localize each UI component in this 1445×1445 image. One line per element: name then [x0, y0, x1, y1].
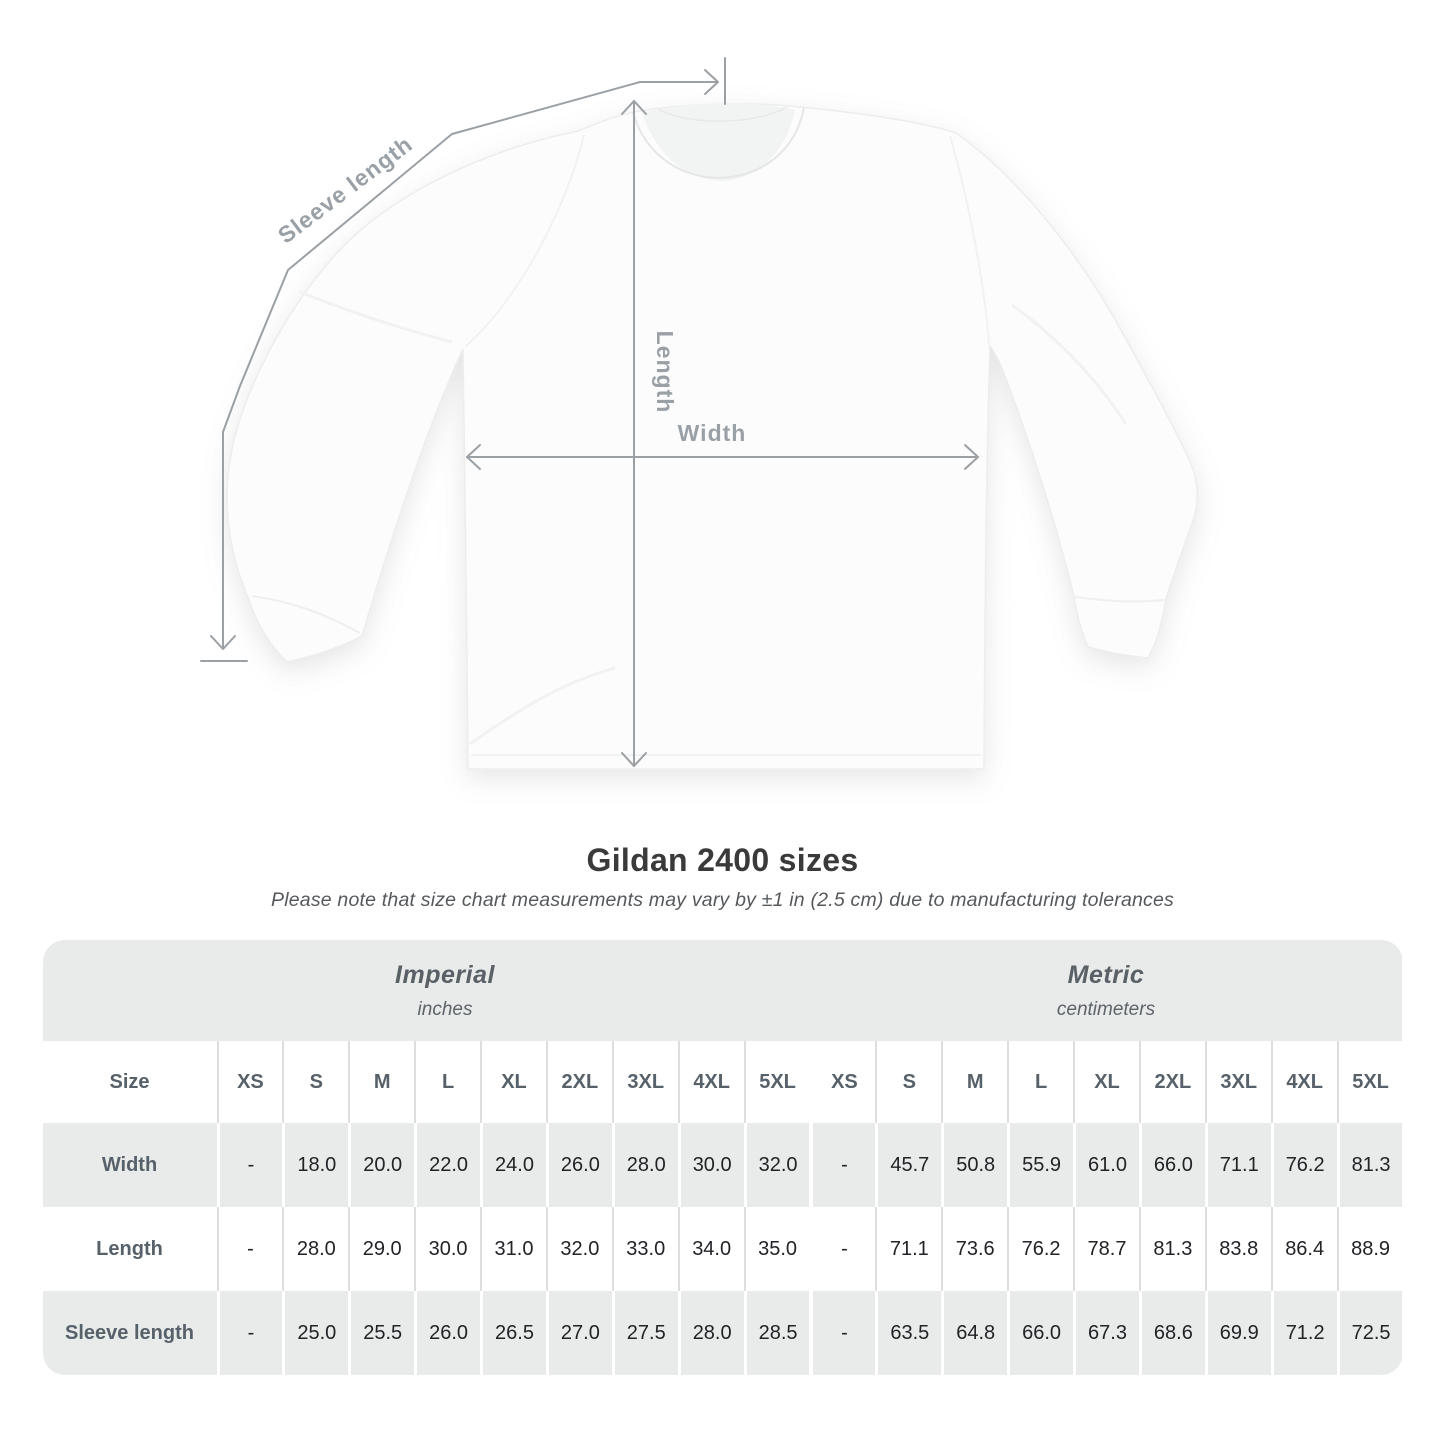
- size-col-header-imperial: L: [414, 1041, 480, 1123]
- value-cell: -: [809, 1123, 875, 1207]
- value-cell: 31.0: [480, 1207, 546, 1291]
- size-col-header-metric: 5XL: [1337, 1041, 1403, 1123]
- size-table: [43, 940, 1403, 1375]
- value-cell: 69.9: [1205, 1291, 1271, 1375]
- value-cell: 27.0: [546, 1291, 612, 1375]
- value-cell: 24.0: [480, 1123, 546, 1207]
- metric-title: Metric: [1067, 960, 1145, 989]
- value-cell: 68.6: [1139, 1291, 1205, 1375]
- value-cell: 20.0: [348, 1123, 414, 1207]
- size-col-header-metric: 2XL: [1139, 1041, 1205, 1123]
- value-cell: 81.3: [1337, 1123, 1403, 1207]
- value-cell: 30.0: [678, 1123, 744, 1207]
- size-col-header-imperial: XL: [480, 1041, 546, 1123]
- value-cell: 61.0: [1073, 1123, 1139, 1207]
- value-cell: 72.5: [1337, 1291, 1403, 1375]
- value-cell: -: [809, 1291, 875, 1375]
- length-label: Length: [652, 330, 678, 414]
- value-cell: -: [217, 1123, 283, 1207]
- value-cell: 66.0: [1007, 1291, 1073, 1375]
- value-cell: 35.0: [744, 1207, 810, 1291]
- value-cell: 63.5: [875, 1291, 941, 1375]
- size-col-header-metric: 3XL: [1205, 1041, 1271, 1123]
- value-cell: 88.9: [1337, 1207, 1403, 1291]
- size-col-header-metric: 4XL: [1271, 1041, 1337, 1123]
- metric-section-header: [809, 940, 1402, 1041]
- row-label: Sleeve length: [43, 1291, 217, 1375]
- size-col-header-imperial: 5XL: [744, 1041, 810, 1123]
- value-cell: 25.0: [282, 1291, 348, 1375]
- value-cell: 28.0: [612, 1123, 678, 1207]
- value-cell: 34.0: [678, 1207, 744, 1291]
- value-cell: 55.9: [1007, 1123, 1073, 1207]
- size-col-header-imperial: M: [348, 1041, 414, 1123]
- value-cell: 32.0: [744, 1123, 810, 1207]
- value-cell: -: [217, 1291, 283, 1375]
- width-label: Width: [677, 420, 747, 446]
- value-cell: 71.1: [875, 1207, 941, 1291]
- value-cell: 32.0: [546, 1207, 612, 1291]
- value-cell: 28.0: [678, 1291, 744, 1375]
- value-cell: 86.4: [1271, 1207, 1337, 1291]
- row-label: Length: [43, 1207, 217, 1291]
- size-col-header-imperial: 4XL: [678, 1041, 744, 1123]
- sleeve-length-label: Sleeve length: [272, 130, 418, 249]
- value-cell: -: [809, 1207, 875, 1291]
- value-cell: 28.0: [282, 1207, 348, 1291]
- value-cell: 71.2: [1271, 1291, 1337, 1375]
- metric-unit: centimeters: [1056, 998, 1156, 1020]
- value-cell: 73.6: [941, 1207, 1007, 1291]
- value-cell: 45.7: [875, 1123, 941, 1207]
- size-corner-header: Size: [43, 1041, 217, 1123]
- size-col-header-imperial: XS: [217, 1041, 283, 1123]
- row-label: Width: [43, 1123, 217, 1207]
- imperial-title: Imperial: [395, 960, 495, 989]
- value-cell: 26.0: [546, 1123, 612, 1207]
- value-cell: 18.0: [282, 1123, 348, 1207]
- value-cell: 64.8: [941, 1291, 1007, 1375]
- value-cell: 78.7: [1073, 1207, 1139, 1291]
- value-cell: 66.0: [1139, 1123, 1205, 1207]
- value-cell: 76.2: [1271, 1123, 1337, 1207]
- value-cell: 67.3: [1073, 1291, 1139, 1375]
- value-cell: 81.3: [1139, 1207, 1205, 1291]
- size-col-header-metric: M: [941, 1041, 1007, 1123]
- page-title: Gildan 2400 sizes: [586, 842, 859, 878]
- size-col-header-metric: XL: [1073, 1041, 1139, 1123]
- size-col-header-imperial: 3XL: [612, 1041, 678, 1123]
- size-col-header-imperial: S: [282, 1041, 348, 1123]
- size-col-header-metric: XS: [809, 1041, 875, 1123]
- size-col-header-metric: S: [875, 1041, 941, 1123]
- imperial-unit: inches: [417, 998, 473, 1020]
- value-cell: 27.5: [612, 1291, 678, 1375]
- heading-block: [0, 842, 1445, 912]
- value-cell: 26.5: [480, 1291, 546, 1375]
- value-cell: 50.8: [941, 1123, 1007, 1207]
- tolerance-note: Please note that size chart measurements may vary by ±1 in (2.5 cm) due to manufacturing tolerances: [270, 889, 1174, 911]
- value-cell: 29.0: [348, 1207, 414, 1291]
- value-cell: 28.5: [744, 1291, 810, 1375]
- value-cell: 26.0: [414, 1291, 480, 1375]
- value-cell: 30.0: [414, 1207, 480, 1291]
- value-cell: 33.0: [612, 1207, 678, 1291]
- imperial-section-header: [43, 940, 810, 1041]
- value-cell: 25.5: [348, 1291, 414, 1375]
- value-cell: 22.0: [414, 1123, 480, 1207]
- value-cell: 83.8: [1205, 1207, 1271, 1291]
- value-cell: 71.1: [1205, 1123, 1271, 1207]
- value-cell: 76.2: [1007, 1207, 1073, 1291]
- size-col-header-imperial: 2XL: [546, 1041, 612, 1123]
- size-col-header-metric: L: [1007, 1041, 1073, 1123]
- value-cell: -: [217, 1207, 283, 1291]
